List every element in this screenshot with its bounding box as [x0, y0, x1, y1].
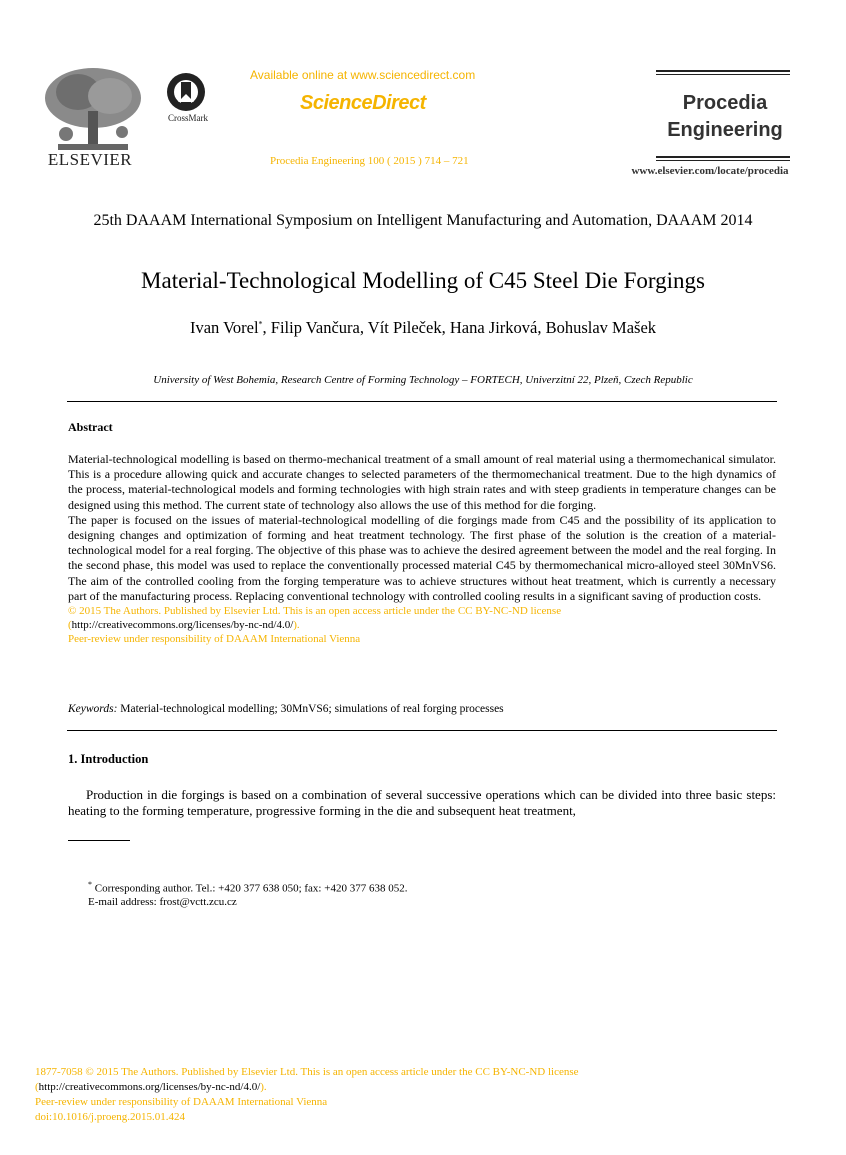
footnote-mark: *	[88, 880, 92, 889]
abstract-body	[68, 452, 776, 646]
license-line	[68, 618, 776, 632]
paren-close: ).	[293, 619, 300, 632]
paper-title: Material-Technological Modelling of C45 Steel Die Forgings	[141, 268, 705, 293]
footnote-rule	[68, 840, 130, 841]
footnote-corresponding	[88, 880, 407, 895]
journal-rule-top	[656, 70, 790, 72]
abstract-rule-bottom	[67, 730, 777, 731]
bottom-peer-review: Peer-review under responsibility of DAAAM International Vienna	[35, 1096, 328, 1108]
bottom-notice	[35, 1065, 755, 1125]
introduction-text: Production in die forgings is based on a combination of several successive operations which can be divided into three basic steps: heating to the forming temperature, progressive forming in the die and subsequent heat treatment,	[68, 787, 776, 818]
journal-title-line1: Procedia	[682, 92, 768, 114]
footnote-email: E-mail address: frost@vctt.zcu.cz	[88, 896, 237, 908]
author-list	[60, 318, 786, 338]
crossmark-icon[interactable]	[166, 72, 206, 112]
keywords	[68, 703, 776, 715]
abstract-heading: Abstract	[68, 420, 113, 434]
paren-open: (	[35, 1081, 39, 1093]
copyright-notice	[68, 604, 776, 646]
affiliation: University of West Bohemia, Research Centre of Forming Technology – FORTECH, Univerzitní 22, Plzeň, Czech Republic	[153, 374, 693, 386]
footnote-contact: Corresponding author. Tel.: +420 377 638 050; fax: +420 377 638 052.	[92, 882, 408, 895]
journal-title	[650, 90, 800, 144]
license-link[interactable]: http://creativecommons.org/licenses/by-nc-nd/4.0/	[71, 619, 294, 632]
keywords-label: Keywords:	[68, 703, 118, 715]
paren-close: ).	[260, 1081, 267, 1093]
doi[interactable]: doi:10.1016/j.proeng.2015.01.424	[35, 1111, 186, 1123]
journal-title-line2: Engineering	[667, 119, 783, 141]
symposium-name: 25th DAAAM International Symposium on Intelligent Manufacturing and Automation, DAAAM 2014	[93, 212, 753, 229]
copyright-line: © 2015 The Authors. Published by Elsevier Ltd. This is an open access article under the CC BY-NC-ND license	[68, 605, 562, 618]
available-online-link[interactable]: Available online at www.sciencedirect.com	[250, 68, 476, 82]
abstract-paragraph-1: Material-technological modelling is based on thermo-mechanical treatment of a small amount of real material using a thermomechanical simulator. This is a procedure allowing quick and accurate changes to selected parameters of the thermomechanical treatment. Due to the high dynamics of the process, material-technological models and forming technologies with high strain rates and with steep gradients in temperature changes can be designed using this method. The current state of technology also allows the use of this method for die forging.	[68, 452, 776, 512]
publisher-name: ELSEVIER	[47, 150, 133, 169]
journal-rule-bottom-thin	[656, 160, 790, 161]
journal-reference: Procedia Engineering 100 ( 2015 ) 714 – 721	[270, 155, 469, 167]
bottom-license-link[interactable]: http://creativecommons.org/licenses/by-nc-nd/4.0/	[38, 1081, 261, 1093]
sciencedirect-logo[interactable]: ScienceDirect	[300, 92, 426, 114]
abstract-paragraph-2: The paper is focused on the issues of material-technological modelling of die forgings made from C45 and the possibility of its application to designing changes and optimization of forming and heat treatment technology. The first phase of the solution is the creation of a material-technological model for a real forging. The objective of this phase was to achieve the desired agreement between the model and the real forging. In the second phase, this model was used to replace the conventionally processed material C45 by thermomechanical micro-alloyed steel 30MnVS6. The aim of the controlled cooling from the forging temperature was to achieve structures without heat treatment, which is currently a necessary part of the manufacturing process. Replacing conventional technology with controlled cooling results in a significant saving of production costs.	[68, 512, 776, 603]
first-author: Ivan Vorel	[189, 318, 259, 337]
section-heading-introduction: 1. Introduction	[68, 752, 149, 766]
crossmark-label: CrossMark	[168, 113, 208, 123]
keywords-text: Material-technological modelling; 30MnVS6; simulations of real forging processes	[120, 703, 504, 715]
issn-copyright: 1877-7058 © 2015 The Authors. Published by Elsevier Ltd. This is an open access article under the CC BY-NC-ND license	[35, 1066, 579, 1078]
journal-rule-top-thin	[656, 74, 790, 75]
corresponding-mark[interactable]: *	[258, 319, 263, 329]
paren-open: (	[68, 619, 72, 632]
other-authors: , Filip Vančura, Vít Pileček, Hana Jirková, Bohuslav Mašek	[262, 318, 657, 337]
bottom-license-line	[35, 1080, 755, 1095]
journal-url[interactable]: www.elsevier.com/locate/procedia	[631, 165, 789, 177]
abstract-rule-top	[67, 401, 777, 402]
peer-review-line: Peer-review under responsibility of DAAAM International Vienna	[68, 633, 361, 646]
journal-rule-bottom	[656, 156, 790, 158]
